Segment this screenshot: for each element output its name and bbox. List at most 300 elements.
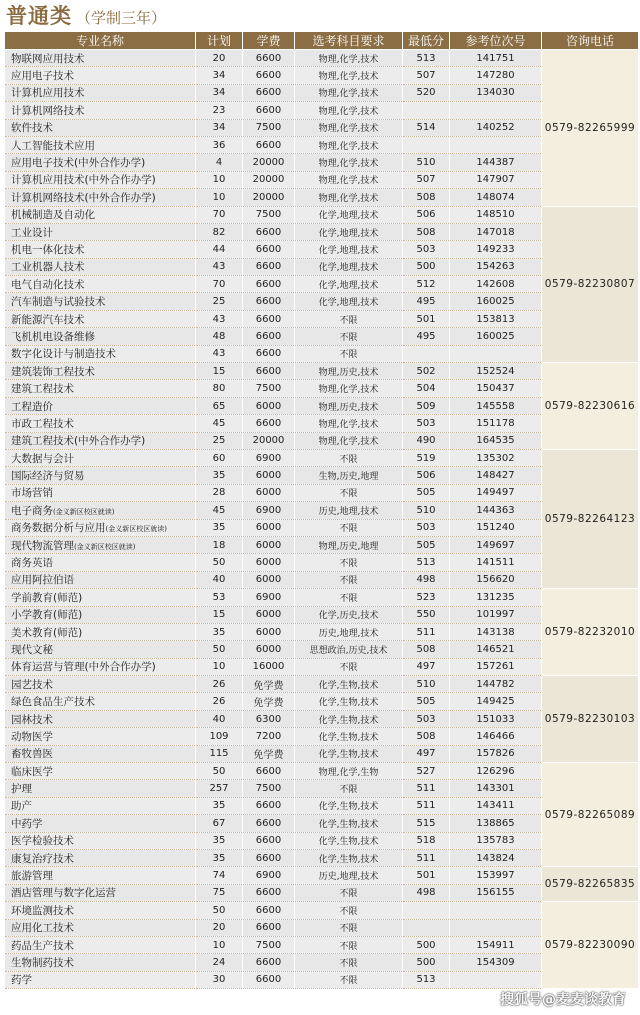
plan-count: 50 [196, 763, 243, 780]
title-main: 普通类 [6, 4, 72, 28]
contact-phone: 0579-82264123 [542, 449, 639, 588]
major-name: 大数据与会计 [5, 449, 196, 466]
major-name: 美术教育(师范) [5, 623, 196, 640]
reference-rank: 160025 [450, 328, 542, 345]
reference-rank: 148427 [450, 467, 542, 484]
plan-count: 67 [196, 815, 243, 832]
table-row [5, 206, 639, 223]
plan-count: 35 [196, 467, 243, 484]
subject-requirement: 化学,地理,技术 [295, 258, 403, 275]
tuition-fee: 7500 [243, 119, 295, 136]
subject-requirement: 不限 [295, 936, 403, 953]
major-name: 园林技术 [5, 710, 196, 727]
min-score: 490 [403, 432, 450, 449]
reference-rank: 131235 [450, 589, 542, 606]
reference-rank: 146521 [450, 641, 542, 658]
plan-count: 50 [196, 641, 243, 658]
subject-requirement: 生物,历史,地理 [295, 467, 403, 484]
reference-rank: 143411 [450, 797, 542, 814]
tuition-fee: 7500 [243, 380, 295, 397]
subject-requirement: 思想政治,历史,技术 [295, 641, 403, 658]
plan-count: 109 [196, 728, 243, 745]
major-name-text: 商务数据分析与应用 [11, 522, 106, 535]
major-name: 小学教育(师范) [5, 606, 196, 623]
major-name: 环境监测技术 [5, 902, 196, 919]
subject-requirement: 化学,生物,技术 [295, 832, 403, 849]
major-name: 应用电子技术 [5, 67, 196, 84]
reference-rank: 138865 [450, 815, 542, 832]
contact-phone: 0579-82230103 [542, 676, 639, 763]
reference-rank: 144387 [450, 154, 542, 171]
contact-phone: 0579-82265089 [542, 763, 639, 867]
major-name: 机械制造及自动化 [5, 206, 196, 223]
min-score: 506 [403, 467, 450, 484]
major-name: 现代文秘 [5, 641, 196, 658]
min-score: 513 [403, 971, 450, 988]
tuition-fee: 6600 [243, 102, 295, 119]
plan-count: 34 [196, 119, 243, 136]
reference-rank: 101997 [450, 606, 542, 623]
major-name: 商务英语 [5, 554, 196, 571]
major-name: 建筑装饰工程技术 [5, 363, 196, 380]
plan-count: 10 [196, 171, 243, 188]
reference-rank: 143301 [450, 780, 542, 797]
subject-requirement: 不限 [295, 571, 403, 588]
subject-requirement: 历史,地理,技术 [295, 502, 403, 519]
campus-note: (金义新区校区就读) [74, 542, 136, 551]
reference-rank: 143824 [450, 849, 542, 866]
major-name: 康复治疗技术 [5, 849, 196, 866]
major-name: 助产 [5, 797, 196, 814]
subject-requirement: 化学,生物,技术 [295, 849, 403, 866]
reference-rank: 149497 [450, 484, 542, 501]
subject-requirement: 物理,化学,技术 [295, 67, 403, 84]
plan-count: 36 [196, 136, 243, 153]
min-score: 503 [403, 415, 450, 432]
subject-requirement: 化学,地理,技术 [295, 241, 403, 258]
plan-count: 257 [196, 780, 243, 797]
subject-requirement: 不限 [295, 589, 403, 606]
tuition-fee: 6000 [243, 397, 295, 414]
plan-count: 35 [196, 519, 243, 536]
subject-requirement: 物理,化学,技术 [295, 119, 403, 136]
tuition-fee: 6000 [243, 484, 295, 501]
contact-phone: 0579-82230616 [542, 363, 639, 450]
reference-rank: 148074 [450, 189, 542, 206]
tuition-fee: 6600 [243, 258, 295, 275]
tuition-fee: 6600 [243, 849, 295, 866]
plan-count: 45 [196, 502, 243, 519]
plan-count: 35 [196, 797, 243, 814]
table-row [5, 867, 639, 884]
reference-rank: 160025 [450, 293, 542, 310]
reference-rank: 141511 [450, 554, 542, 571]
plan-count: 43 [196, 345, 243, 362]
subject-requirement: 化学,生物,技术 [295, 797, 403, 814]
major-name: 工程造价 [5, 397, 196, 414]
major-name: 新能源汽车技术 [5, 310, 196, 327]
min-score: 503 [403, 710, 450, 727]
plan-count: 50 [196, 554, 243, 571]
reference-rank: 147280 [450, 67, 542, 84]
major-name: 中药学 [5, 815, 196, 832]
plan-count: 35 [196, 623, 243, 640]
reference-rank: 140252 [450, 119, 542, 136]
reference-rank: 143138 [450, 623, 542, 640]
min-score: 507 [403, 67, 450, 84]
tuition-fee: 6600 [243, 293, 295, 310]
tuition-fee: 6900 [243, 502, 295, 519]
min-score [403, 102, 450, 119]
reference-rank [450, 102, 542, 119]
tuition-fee: 6600 [243, 136, 295, 153]
plan-count: 4 [196, 154, 243, 171]
reference-rank: 151240 [450, 519, 542, 536]
min-score: 501 [403, 867, 450, 884]
tuition-fee: 20000 [243, 154, 295, 171]
reference-rank: 154911 [450, 936, 542, 953]
tuition-fee: 6600 [243, 241, 295, 258]
tuition-fee: 6600 [243, 328, 295, 345]
min-score: 505 [403, 484, 450, 501]
header-rank: 参考位次号 [450, 32, 542, 50]
title-subtitle: （学制三年） [76, 9, 167, 27]
min-score: 510 [403, 502, 450, 519]
subject-requirement: 物理,化学,技术 [295, 432, 403, 449]
subject-requirement: 化学,生物,技术 [295, 693, 403, 710]
table-row [5, 589, 639, 606]
major-name: 酒店管理与数字化运营 [5, 884, 196, 901]
subject-requirement: 化学,生物,技术 [295, 710, 403, 727]
tuition-fee: 6600 [243, 84, 295, 101]
reference-rank: 153813 [450, 310, 542, 327]
reference-rank: 153997 [450, 867, 542, 884]
plan-count: 34 [196, 67, 243, 84]
plan-count: 80 [196, 380, 243, 397]
tuition-fee: 6600 [243, 971, 295, 988]
tuition-fee: 6000 [243, 571, 295, 588]
plan-count: 23 [196, 102, 243, 119]
subject-requirement: 不限 [295, 484, 403, 501]
tuition-fee: 6600 [243, 276, 295, 293]
tuition-fee: 7500 [243, 206, 295, 223]
plan-count: 53 [196, 589, 243, 606]
major-name: 电气自动化技术 [5, 276, 196, 293]
table-row [5, 50, 639, 67]
subject-requirement: 化学,地理,技术 [295, 206, 403, 223]
major-name: 园艺技术 [5, 676, 196, 693]
plan-count: 115 [196, 745, 243, 762]
plan-count: 34 [196, 84, 243, 101]
plan-count: 25 [196, 432, 243, 449]
tuition-fee: 免学费 [243, 745, 295, 762]
plan-count: 18 [196, 536, 243, 553]
tuition-fee: 6600 [243, 815, 295, 832]
subject-requirement: 物理,化学,技术 [295, 380, 403, 397]
tuition-fee: 6600 [243, 310, 295, 327]
contact-phone: 0579-82232010 [542, 589, 639, 676]
major-name: 工业机器人技术 [5, 258, 196, 275]
tuition-fee: 6000 [243, 519, 295, 536]
subject-requirement: 不限 [295, 345, 403, 362]
plan-count: 43 [196, 258, 243, 275]
subject-requirement: 物理,化学,技术 [295, 50, 403, 67]
table-row [5, 363, 639, 380]
plan-count: 50 [196, 902, 243, 919]
min-score: 508 [403, 189, 450, 206]
plan-count: 70 [196, 276, 243, 293]
tuition-fee: 6600 [243, 363, 295, 380]
subject-requirement: 化学,地理,技术 [295, 223, 403, 240]
table-row [5, 763, 639, 780]
min-score: 508 [403, 728, 450, 745]
min-score: 520 [403, 84, 450, 101]
subject-requirement: 物理,化学,技术 [295, 84, 403, 101]
tuition-fee: 免学费 [243, 676, 295, 693]
major-name: 体育运营与管理(中外合作办学) [5, 658, 196, 675]
subject-requirement: 历史,地理,技术 [295, 867, 403, 884]
subject-requirement: 物理,化学,技术 [295, 189, 403, 206]
tuition-fee: 免学费 [243, 693, 295, 710]
subject-requirement: 物理,化学,技术 [295, 102, 403, 119]
major-name: 应用化工技术 [5, 919, 196, 936]
plan-count: 35 [196, 832, 243, 849]
header-major: 专业名称 [5, 32, 196, 50]
reference-rank: 126296 [450, 763, 542, 780]
subject-requirement: 化学,生物,技术 [295, 676, 403, 693]
min-score: 512 [403, 276, 450, 293]
reference-rank [450, 902, 542, 919]
reference-rank: 152524 [450, 363, 542, 380]
min-score: 500 [403, 258, 450, 275]
subject-requirement: 物理,化学,技术 [295, 136, 403, 153]
tuition-fee: 6300 [243, 710, 295, 727]
reference-rank: 148510 [450, 206, 542, 223]
tuition-fee: 6000 [243, 536, 295, 553]
major-name: 市政工程技术 [5, 415, 196, 432]
major-name-text: 电子商务 [11, 504, 53, 517]
reference-rank [450, 136, 542, 153]
plan-count: 48 [196, 328, 243, 345]
subject-requirement: 不限 [295, 658, 403, 675]
plan-count: 74 [196, 867, 243, 884]
tuition-fee: 6600 [243, 763, 295, 780]
major-name: 计算机网络技术 [5, 102, 196, 119]
tuition-fee: 6000 [243, 623, 295, 640]
tuition-fee: 6900 [243, 449, 295, 466]
reference-rank: 149425 [450, 693, 542, 710]
contact-phone: 0579-82265835 [542, 867, 639, 902]
subject-requirement: 物理,化学,技术 [295, 415, 403, 432]
major-name: 生物制药技术 [5, 954, 196, 971]
major-name: 飞机机电设备维修 [5, 328, 196, 345]
major-name: 建筑工程技术 [5, 380, 196, 397]
plan-count: 15 [196, 363, 243, 380]
subject-requirement: 化学,生物,技术 [295, 815, 403, 832]
min-score: 514 [403, 119, 450, 136]
subject-requirement: 物理,历史,技术 [295, 363, 403, 380]
tuition-fee: 6600 [243, 50, 295, 67]
major-name: 建筑工程技术(中外合作办学) [5, 432, 196, 449]
reference-rank: 149697 [450, 536, 542, 553]
plan-count: 10 [196, 658, 243, 675]
min-score: 497 [403, 745, 450, 762]
campus-note: (金义新区校区就读) [53, 507, 115, 516]
min-score: 501 [403, 310, 450, 327]
min-score: 508 [403, 641, 450, 658]
major-name: 临床医学 [5, 763, 196, 780]
reference-rank: 151178 [450, 415, 542, 432]
tuition-fee: 6000 [243, 641, 295, 658]
subject-requirement: 不限 [295, 519, 403, 536]
plan-count: 20 [196, 50, 243, 67]
watermark: 搜狐号@麦麦谈教育 [500, 992, 626, 1008]
plan-count: 40 [196, 571, 243, 588]
plan-count: 10 [196, 189, 243, 206]
reference-rank: 146466 [450, 728, 542, 745]
plan-count: 43 [196, 310, 243, 327]
min-score: 508 [403, 223, 450, 240]
min-score: 505 [403, 536, 450, 553]
reference-rank: 144782 [450, 676, 542, 693]
min-score: 509 [403, 397, 450, 414]
min-score: 510 [403, 154, 450, 171]
tuition-fee: 6000 [243, 467, 295, 484]
reference-rank: 149233 [450, 241, 542, 258]
header-subjects: 选考科目要求 [295, 32, 403, 50]
contact-phone: 0579-82230807 [542, 206, 639, 363]
major-name: 数字化设计与制造技术 [5, 345, 196, 362]
subject-requirement: 不限 [295, 449, 403, 466]
min-score: 519 [403, 449, 450, 466]
tuition-fee: 6600 [243, 797, 295, 814]
plan-count: 65 [196, 397, 243, 414]
table-body [5, 50, 639, 989]
table-header-row [5, 32, 639, 50]
major-name: 动物医学 [5, 728, 196, 745]
min-score [403, 902, 450, 919]
major-name: 绿色食品生产技术 [5, 693, 196, 710]
major-name [5, 519, 196, 536]
tuition-fee: 6600 [243, 223, 295, 240]
min-score: 503 [403, 519, 450, 536]
reference-rank: 135783 [450, 832, 542, 849]
min-score: 527 [403, 763, 450, 780]
tuition-fee: 7500 [243, 936, 295, 953]
subject-requirement: 历史,地理,技术 [295, 623, 403, 640]
plan-count: 44 [196, 241, 243, 258]
major-name: 汽车制造与试验技术 [5, 293, 196, 310]
plan-count: 24 [196, 954, 243, 971]
reference-rank: 164535 [450, 432, 542, 449]
campus-note: (金义新区校区就读) [105, 525, 167, 534]
major-name: 药学 [5, 971, 196, 988]
min-score: 513 [403, 50, 450, 67]
reference-rank: 154263 [450, 258, 542, 275]
reference-rank: 157261 [450, 658, 542, 675]
subject-requirement: 不限 [295, 780, 403, 797]
reference-rank: 134030 [450, 84, 542, 101]
major-name: 人工智能技术应用 [5, 136, 196, 153]
min-score: 550 [403, 606, 450, 623]
plan-count: 30 [196, 971, 243, 988]
reference-rank: 156620 [450, 571, 542, 588]
tuition-fee: 6600 [243, 902, 295, 919]
major-name-text: 现代物流管理 [11, 539, 74, 552]
plan-count: 45 [196, 415, 243, 432]
plan-count: 20 [196, 919, 243, 936]
table-row [5, 676, 639, 693]
min-score: 495 [403, 328, 450, 345]
major-name: 软件技术 [5, 119, 196, 136]
subject-requirement: 物理,化学,技术 [295, 154, 403, 171]
plan-count: 60 [196, 449, 243, 466]
tuition-fee: 20000 [243, 171, 295, 188]
major-name: 应用电子技术(中外合作办学) [5, 154, 196, 171]
min-score: 518 [403, 832, 450, 849]
tuition-fee: 6000 [243, 554, 295, 571]
major-name: 机电一体化技术 [5, 241, 196, 258]
subject-requirement: 不限 [295, 554, 403, 571]
major-name: 畜牧兽医 [5, 745, 196, 762]
plan-count: 26 [196, 693, 243, 710]
tuition-fee: 6600 [243, 884, 295, 901]
subject-requirement: 物理,化学,生物 [295, 763, 403, 780]
tuition-fee: 6900 [243, 867, 295, 884]
subject-requirement: 不限 [295, 328, 403, 345]
major-name: 国际经济与贸易 [5, 467, 196, 484]
min-score: 504 [403, 380, 450, 397]
contact-phone: 0579-82230090 [542, 902, 639, 989]
tuition-fee: 6600 [243, 67, 295, 84]
header-plan: 计划 [196, 32, 243, 50]
major-name: 旅游管理 [5, 867, 196, 884]
tuition-fee: 6600 [243, 919, 295, 936]
table-row [5, 449, 639, 466]
min-score: 506 [403, 206, 450, 223]
subject-requirement: 物理,历史,地理 [295, 536, 403, 553]
subject-requirement: 化学,地理,技术 [295, 276, 403, 293]
subject-requirement: 不限 [295, 884, 403, 901]
major-name: 市场营销 [5, 484, 196, 501]
subject-requirement: 不限 [295, 310, 403, 327]
reference-rank: 156155 [450, 884, 542, 901]
reference-rank: 150437 [450, 380, 542, 397]
tuition-fee: 6600 [243, 345, 295, 362]
reference-rank: 144363 [450, 502, 542, 519]
tuition-fee: 20000 [243, 189, 295, 206]
min-score: 495 [403, 293, 450, 310]
plan-count: 35 [196, 849, 243, 866]
subject-requirement: 不限 [295, 902, 403, 919]
major-name [5, 502, 196, 519]
min-score [403, 919, 450, 936]
plan-count: 26 [196, 676, 243, 693]
subject-requirement: 化学,历史,技术 [295, 606, 403, 623]
reference-rank: 135302 [450, 449, 542, 466]
plan-count: 82 [196, 223, 243, 240]
tuition-fee: 6600 [243, 415, 295, 432]
subject-requirement: 不限 [295, 971, 403, 988]
major-name: 计算机应用技术(中外合作办学) [5, 171, 196, 188]
min-score: 500 [403, 936, 450, 953]
subject-requirement: 化学,生物,技术 [295, 745, 403, 762]
plan-count: 70 [196, 206, 243, 223]
major-name: 应用阿拉伯语 [5, 571, 196, 588]
min-score [403, 345, 450, 362]
table-row [5, 902, 639, 919]
min-score: 511 [403, 780, 450, 797]
